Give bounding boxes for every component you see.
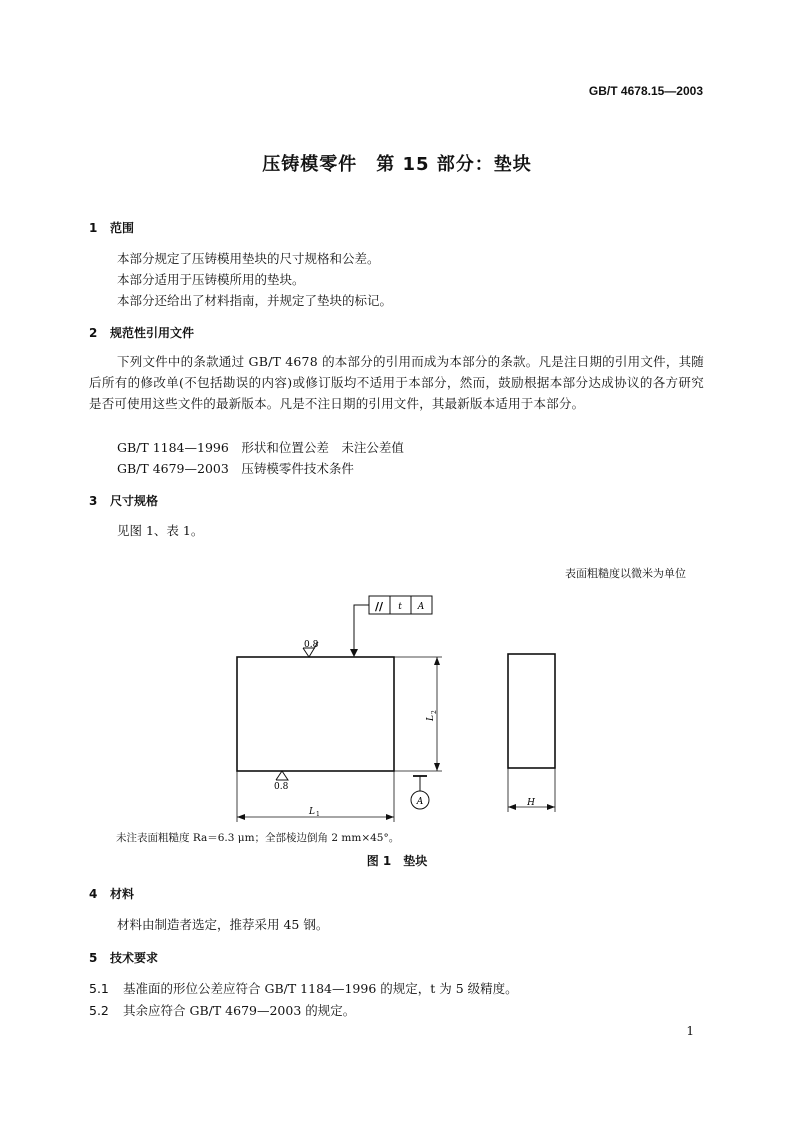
datum-A-label: A (416, 797, 424, 807)
reference-item-1: GB/T 1184—1996 形状和位置公差 未注公差值 (117, 440, 404, 455)
tolerance-value: t (398, 602, 402, 612)
tolerance-leader (354, 605, 369, 652)
dimension-L2-label: L (426, 715, 436, 721)
section-title: 范围 (110, 221, 135, 235)
section-number: 5 (89, 951, 98, 965)
normative-references-paragraph: 下列文件中的条款通过 GB/T 4678 的本部分的引用而成为本部分的条款。凡是注日期的引用文件，其随后所有的修改单(不包括勘误的内容)或修订版均不适用于本部分，然而，鼓励根据本部分达成协议的各方研究是否可使用这些文件的最新版本。凡是不注日期的引用文件，其最新版本适用于本部分。 (89, 354, 704, 411)
clause-5-2 (89, 1001, 355, 1019)
page-number: 1 (686, 1024, 694, 1038)
dimension-L2-subscript: 2 (431, 710, 438, 714)
clause-number: 5.2 (89, 1003, 109, 1018)
clause-number: 5.1 (89, 981, 109, 996)
front-view-outline (237, 657, 394, 771)
reference-item-2: GB/T 4679—2003 压铸模零件技术条件 (117, 461, 354, 476)
scope-line-1: 本部分规定了压铸模用垫块的尺寸规格和公差。 (117, 251, 380, 266)
standard-code: GB/T 4678.15—2003 (588, 84, 703, 98)
parallelism-symbol: // (374, 600, 384, 613)
dim-arrow-icon (434, 763, 440, 771)
dimension-L1-subscript: 1 (316, 811, 320, 818)
section-number: 4 (89, 887, 98, 901)
dim-arrow-icon (386, 814, 394, 820)
roughness-top-value: 0.8 (304, 640, 319, 650)
dim-arrow-icon (434, 657, 440, 665)
dim-arrow-icon (237, 814, 245, 820)
section-title: 材料 (110, 887, 135, 901)
section-title: 规范性引用文件 (110, 326, 195, 340)
roughness-bottom-value: 0.8 (274, 782, 289, 792)
side-view-outline (508, 654, 555, 768)
section-4-heading (89, 885, 134, 902)
material-line: 材料由制造者选定，推荐采用 45 钢。 (117, 917, 329, 932)
clause-text: 基准面的形位公差应符合 GB/T 1184—1996 的规定，t 为 5 级精度。 (123, 981, 518, 996)
tolerance-datum: A (417, 602, 425, 612)
dimension-L1-label: L (309, 807, 315, 817)
section-number: 1 (89, 221, 98, 235)
figure-caption: 图 1 垫块 (366, 854, 428, 868)
section-number: 3 (89, 494, 98, 508)
document-title: 压铸模零件 第 15 部分：垫块 (262, 154, 532, 175)
see-figure-line: 见图 1、表 1。 (117, 523, 204, 538)
clause-text: 其余应符合 GB/T 4679—2003 的规定。 (123, 1003, 356, 1018)
section-5-heading (89, 949, 158, 966)
roughness-symbol-bottom-icon (276, 771, 288, 780)
figure-note: 未注表面粗糙度 Ra＝6.3 μm；全部棱边倒角 2 mm×45°。 (116, 832, 400, 844)
scope-line-2: 本部分适用于压铸模所用的垫块。 (117, 272, 305, 287)
leader-arrow-icon (350, 649, 358, 657)
section-title: 技术要求 (110, 951, 159, 965)
dimension-H-label: H (527, 798, 535, 808)
dim-arrow-icon (508, 804, 516, 810)
scope-line-3: 本部分还给出了材料指南，并规定了垫块的标记。 (117, 293, 393, 308)
dim-arrow-icon (547, 804, 555, 810)
clause-5-1 (89, 979, 518, 997)
section-title: 尺寸规格 (110, 494, 159, 508)
section-number: 2 (89, 326, 98, 340)
unit-note: 表面粗糙度以微米为单位 (565, 567, 686, 580)
